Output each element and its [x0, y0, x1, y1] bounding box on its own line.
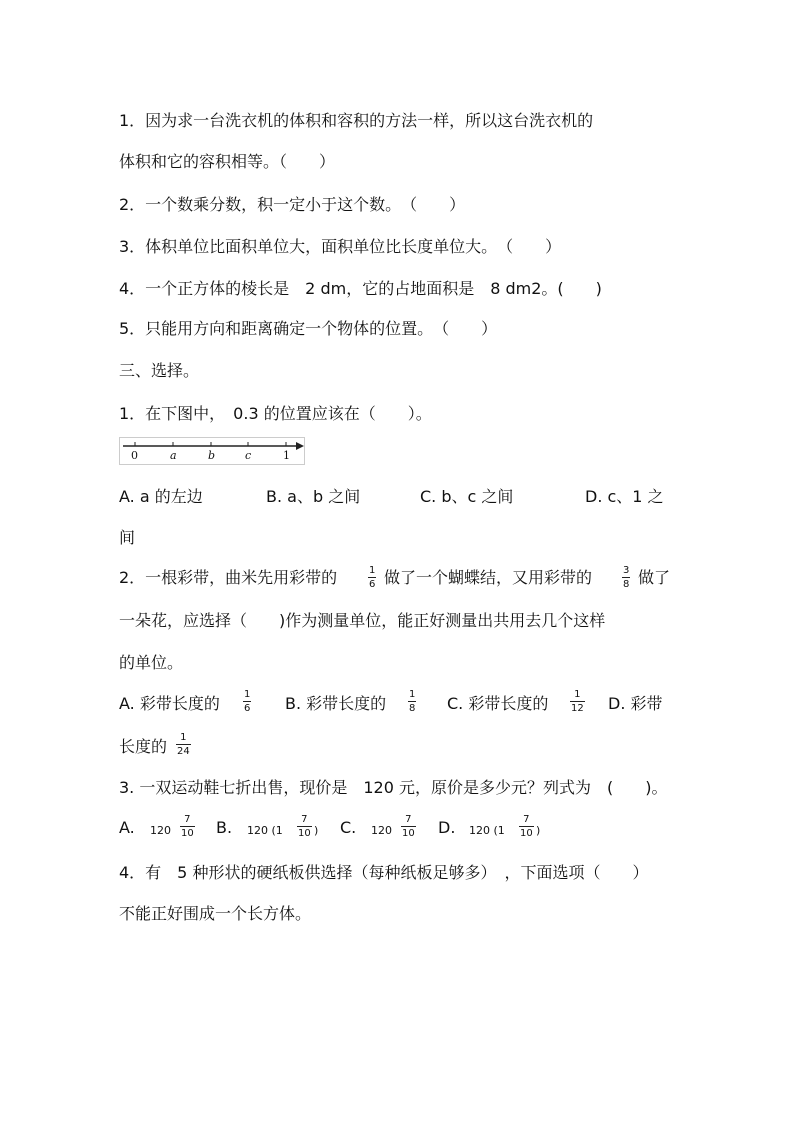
- choice-q3-option-a-label: A.: [119, 818, 135, 837]
- judge-q3: 3．体积单位比面积单位大，面积单位比长度单位大。 （ ）: [119, 237, 562, 256]
- frac-numerator: 1: [369, 565, 376, 576]
- choice-q3-option-d-expr: 120 (1: [469, 824, 505, 837]
- number-line-arrow: [296, 442, 304, 450]
- choice-q2-option-d-frac: [176, 732, 191, 757]
- number-line-label-a: a: [170, 449, 177, 462]
- frac-numerator: 3: [623, 565, 630, 576]
- frac-denominator: 6: [369, 579, 376, 590]
- choice-q3-option-b-close: ): [314, 824, 319, 837]
- frac-numerator: 7: [523, 814, 530, 825]
- frac-denominator: 10: [181, 828, 194, 839]
- choice-q1-option-a: A. a 的左边: [119, 487, 203, 506]
- frac-numerator: 1: [409, 689, 416, 700]
- frac-numerator: 7: [184, 814, 191, 825]
- choice-q3-option-d-frac: [519, 814, 534, 839]
- choice-q2-line1-b: 做了一个蝴蝶结，又用彩带的: [384, 568, 593, 587]
- number-line-figure: [119, 437, 305, 465]
- section-title: 三、选择。: [119, 361, 200, 380]
- choice-q2-frac2: [622, 565, 630, 590]
- choice-q2-option-b-frac: [408, 689, 416, 714]
- frac-denominator: 8: [409, 703, 416, 714]
- number-line-label-0: 0: [131, 449, 138, 462]
- choice-q2-option-c-frac: [570, 689, 585, 714]
- frac-denominator: 8: [623, 579, 630, 590]
- choice-q4-line1: 4．有 5 种形状的硬纸板供选择（每种纸板足够多） ，下面选项（ ）: [119, 863, 649, 882]
- choice-q2-line3: 的单位。: [119, 653, 184, 672]
- number-line-label-c: c: [245, 449, 252, 462]
- choice-q1-option-d-cont: 间: [119, 528, 136, 547]
- choice-q2-option-a-frac: [243, 689, 251, 714]
- choice-q2-option-c: C. 彩带长度的: [447, 694, 549, 713]
- choice-q1-stem: 1．在下图中， 0.3 的位置应该在（ ）。: [119, 404, 432, 423]
- frac-denominator: 10: [298, 828, 311, 839]
- frac-numerator: 1: [180, 732, 187, 743]
- choice-q3-option-a-frac: [180, 814, 195, 839]
- choice-q1-option-d: D. c、1 之: [585, 487, 664, 506]
- choice-q3-stem: 3. 一双运动鞋七折出售，现价是 120 元，原价是多少元？列式为 ( )。: [119, 778, 668, 797]
- choice-q3-option-c-frac: [401, 814, 416, 839]
- choice-q3-option-b-expr: 120 (1: [247, 824, 283, 837]
- frac-numerator: 1: [574, 689, 581, 700]
- choice-q2-option-a: A. 彩带长度的: [119, 694, 220, 713]
- frac-numerator: 7: [405, 814, 412, 825]
- choice-q4-line2: 不能正好围成一个长方体。: [119, 904, 312, 923]
- judge-q1-line1: 1．因为求一台洗衣机的体积和容积的方法一样，所以这台洗衣机的: [119, 111, 594, 130]
- frac-denominator: 6: [244, 703, 251, 714]
- judge-q1-line2: 体积和它的容积相等。（ ）: [119, 152, 336, 171]
- frac-denominator: 12: [571, 703, 584, 714]
- choice-q2-line1-a: 2．一根彩带，曲米先用彩带的: [119, 568, 338, 587]
- choice-q2-option-d: D. 彩带: [608, 694, 663, 713]
- choice-q2-option-b: B. 彩带长度的: [285, 694, 387, 713]
- choice-q3-option-b-frac: [297, 814, 312, 839]
- number-line-label-1: 1: [283, 449, 290, 462]
- choice-q2-line2: 一朵花，应选择（ )作为测量单位，能正好测量出共用去几个这样: [119, 611, 606, 630]
- frac-denominator: 10: [402, 828, 415, 839]
- choice-q1-option-b: B. a、b 之间: [266, 487, 361, 506]
- choice-q3-option-a-expr: 120: [150, 824, 171, 837]
- frac-numerator: 1: [244, 689, 251, 700]
- choice-q3-option-c-expr: 120: [371, 824, 392, 837]
- frac-denominator: 24: [177, 746, 190, 757]
- choice-q3-option-d-label: D.: [438, 818, 456, 837]
- choice-q2-option-d-cont: 长度的: [119, 737, 168, 756]
- choice-q2-line1-c: 做了: [638, 568, 671, 587]
- choice-q1-option-c: C. b、c 之间: [420, 487, 514, 506]
- frac-numerator: 7: [301, 814, 308, 825]
- judge-q4: 4．一个正方体的棱长是 2 dm，它的占地面积是 8 dm2。( ): [119, 279, 602, 298]
- frac-denominator: 10: [520, 828, 533, 839]
- choice-q3-option-b-label: B.: [216, 818, 233, 837]
- number-line-label-b: b: [208, 449, 216, 462]
- choice-q3-option-c-label: C.: [340, 818, 357, 837]
- judge-q5: 5．只能用方向和距离确定一个物体的位置。 （ ）: [119, 319, 498, 338]
- judge-q2: 2．一个数乘分数，积一定小于这个数。 （ ）: [119, 195, 466, 214]
- choice-q2-frac1: [368, 565, 376, 590]
- choice-q3-option-d-close: ): [536, 824, 541, 837]
